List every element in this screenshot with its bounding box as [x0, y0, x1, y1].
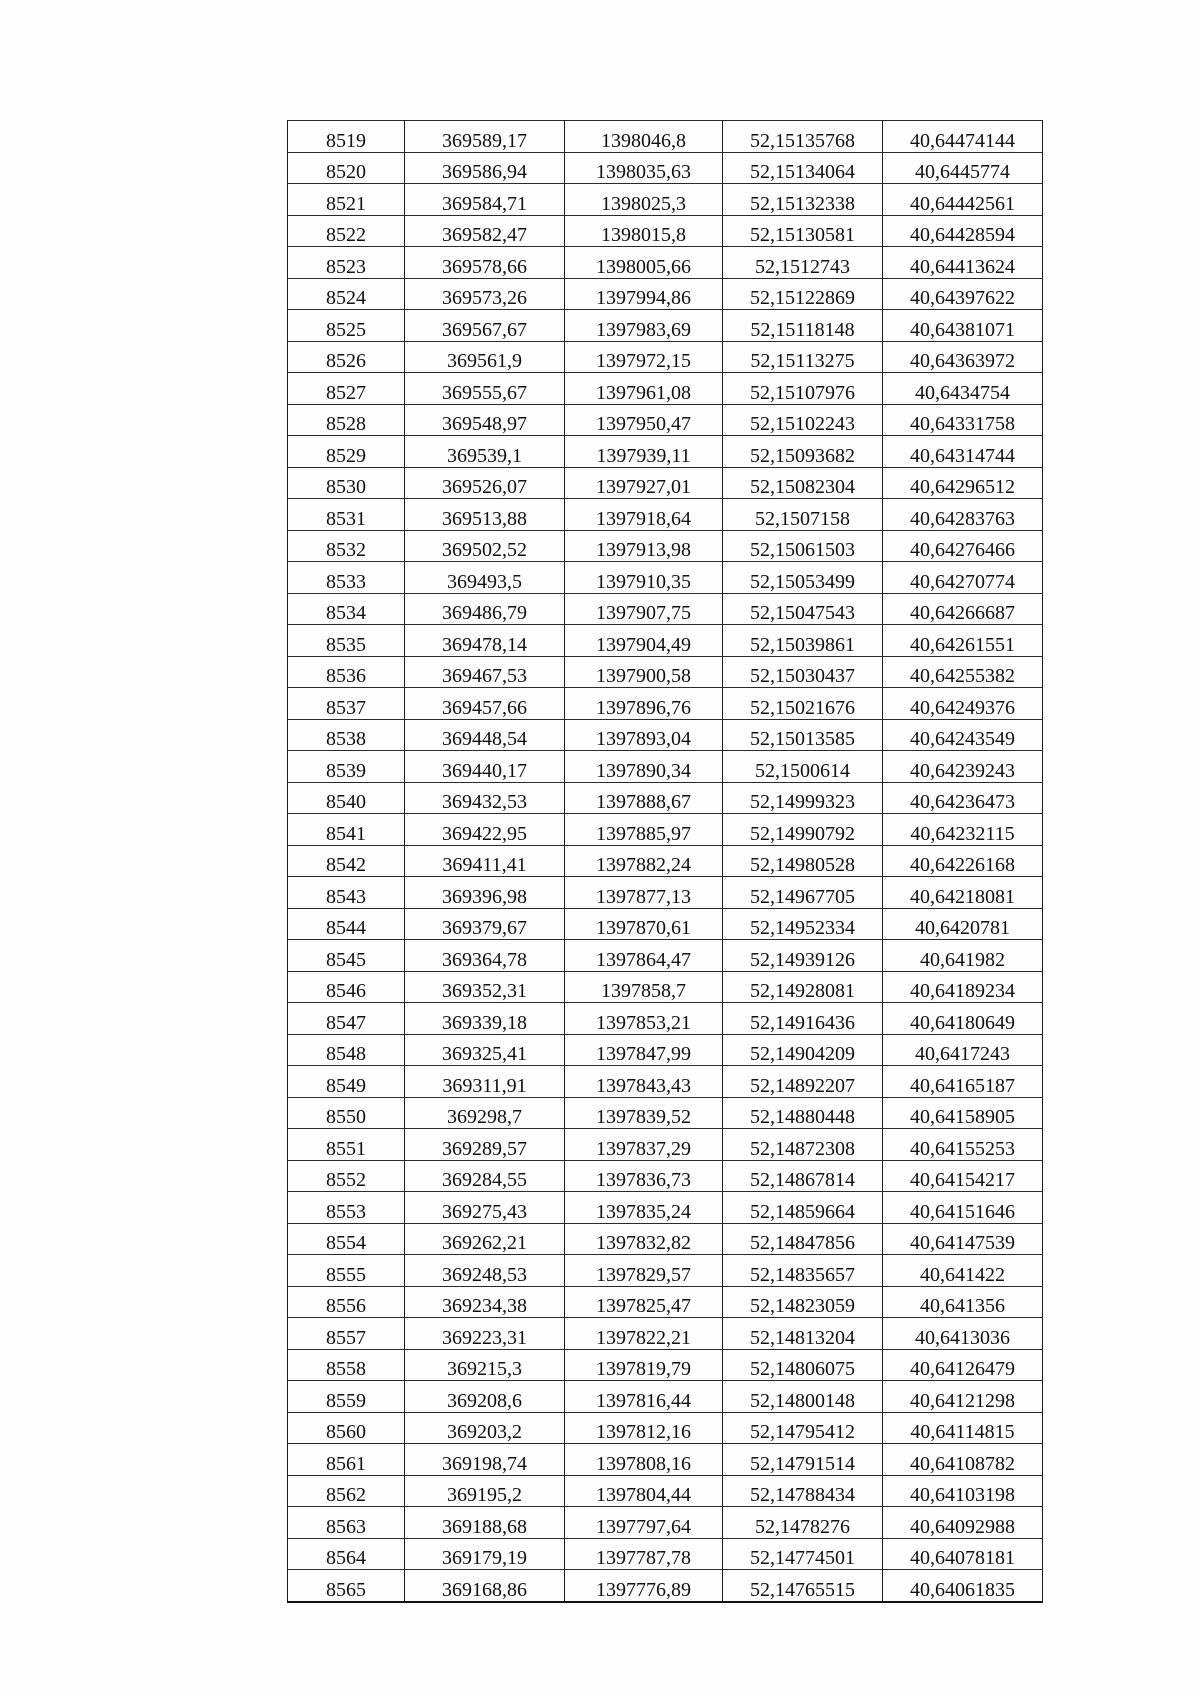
longitude-cell: 40,64121298	[883, 1381, 1043, 1413]
longitude-cell: 40,6417243	[883, 1034, 1043, 1066]
table-row	[288, 184, 1043, 216]
y-coordinate-cell: 1397864,47	[565, 940, 723, 972]
table-row	[288, 1412, 1043, 1444]
x-coordinate-cell: 369586,94	[405, 152, 565, 184]
latitude-cell: 52,1507158	[723, 499, 883, 531]
point-number-cell: 8544	[288, 908, 405, 940]
table-row	[288, 1223, 1043, 1255]
longitude-cell: 40,64331758	[883, 404, 1043, 436]
longitude-cell: 40,641356	[883, 1286, 1043, 1318]
point-number-cell: 8548	[288, 1034, 405, 1066]
latitude-cell: 52,14774501	[723, 1538, 883, 1570]
table-row	[288, 373, 1043, 405]
x-coordinate-cell: 369582,47	[405, 215, 565, 247]
table-row	[288, 1475, 1043, 1507]
latitude-cell: 52,15061503	[723, 530, 883, 562]
x-coordinate-cell: 369567,67	[405, 310, 565, 342]
x-coordinate-cell: 369364,78	[405, 940, 565, 972]
x-coordinate-cell: 369284,55	[405, 1160, 565, 1192]
y-coordinate-cell: 1397913,98	[565, 530, 723, 562]
latitude-cell: 52,14892207	[723, 1066, 883, 1098]
longitude-cell: 40,64092988	[883, 1507, 1043, 1539]
longitude-cell: 40,64314744	[883, 436, 1043, 468]
latitude-cell: 52,14800148	[723, 1381, 883, 1413]
y-coordinate-cell: 1397853,21	[565, 1003, 723, 1035]
latitude-cell: 52,1512743	[723, 247, 883, 279]
y-coordinate-cell: 1397910,35	[565, 562, 723, 594]
x-coordinate-cell: 369578,66	[405, 247, 565, 279]
latitude-cell: 52,15039861	[723, 625, 883, 657]
x-coordinate-cell: 369198,74	[405, 1444, 565, 1476]
latitude-cell: 52,15021676	[723, 688, 883, 720]
x-coordinate-cell: 369325,41	[405, 1034, 565, 1066]
point-number-cell: 8565	[288, 1570, 405, 1602]
latitude-cell: 52,14880448	[723, 1097, 883, 1129]
table-row	[288, 940, 1043, 972]
y-coordinate-cell: 1397804,44	[565, 1475, 723, 1507]
table-row	[288, 751, 1043, 783]
point-number-cell: 8539	[288, 751, 405, 783]
y-coordinate-cell: 1398025,3	[565, 184, 723, 216]
y-coordinate-cell: 1397950,47	[565, 404, 723, 436]
point-number-cell: 8547	[288, 1003, 405, 1035]
table-row	[288, 341, 1043, 373]
latitude-cell: 52,14788434	[723, 1475, 883, 1507]
point-number-cell: 8564	[288, 1538, 405, 1570]
table-row	[288, 1255, 1043, 1287]
x-coordinate-cell: 369478,14	[405, 625, 565, 657]
y-coordinate-cell: 1397927,01	[565, 467, 723, 499]
y-coordinate-cell: 1397816,44	[565, 1381, 723, 1413]
y-coordinate-cell: 1397835,24	[565, 1192, 723, 1224]
point-number-cell: 8521	[288, 184, 405, 216]
y-coordinate-cell: 1397822,21	[565, 1318, 723, 1350]
y-coordinate-cell: 1397870,61	[565, 908, 723, 940]
table-row	[288, 1192, 1043, 1224]
table-row	[288, 215, 1043, 247]
point-number-cell: 8550	[288, 1097, 405, 1129]
y-coordinate-cell: 1397972,15	[565, 341, 723, 373]
point-number-cell: 8557	[288, 1318, 405, 1350]
latitude-cell: 52,14952334	[723, 908, 883, 940]
longitude-cell: 40,64232115	[883, 814, 1043, 846]
y-coordinate-cell: 1397776,89	[565, 1570, 723, 1602]
table-row	[288, 121, 1043, 153]
table-row	[288, 1003, 1043, 1035]
point-number-cell: 8525	[288, 310, 405, 342]
longitude-cell: 40,64442561	[883, 184, 1043, 216]
latitude-cell: 52,14813204	[723, 1318, 883, 1350]
point-number-cell: 8543	[288, 877, 405, 909]
table-row	[288, 1349, 1043, 1381]
longitude-cell: 40,6445774	[883, 152, 1043, 184]
point-number-cell: 8523	[288, 247, 405, 279]
point-number-cell: 8545	[288, 940, 405, 972]
latitude-cell: 52,15135768	[723, 121, 883, 153]
point-number-cell: 8538	[288, 719, 405, 751]
x-coordinate-cell: 369573,26	[405, 278, 565, 310]
x-coordinate-cell: 369432,53	[405, 782, 565, 814]
y-coordinate-cell: 1397904,49	[565, 625, 723, 657]
point-number-cell: 8541	[288, 814, 405, 846]
x-coordinate-cell: 369539,1	[405, 436, 565, 468]
y-coordinate-cell: 1397885,97	[565, 814, 723, 846]
longitude-cell: 40,64189234	[883, 971, 1043, 1003]
point-number-cell: 8554	[288, 1223, 405, 1255]
longitude-cell: 40,64126479	[883, 1349, 1043, 1381]
x-coordinate-cell: 369223,31	[405, 1318, 565, 1350]
point-number-cell: 8534	[288, 593, 405, 625]
y-coordinate-cell: 1397836,73	[565, 1160, 723, 1192]
longitude-cell: 40,64114815	[883, 1412, 1043, 1444]
x-coordinate-cell: 369584,71	[405, 184, 565, 216]
table-row	[288, 1570, 1043, 1602]
latitude-cell: 52,14980528	[723, 845, 883, 877]
x-coordinate-cell: 369289,57	[405, 1129, 565, 1161]
table-row	[288, 1538, 1043, 1570]
point-number-cell: 8553	[288, 1192, 405, 1224]
x-coordinate-cell: 369457,66	[405, 688, 565, 720]
latitude-cell: 52,14904209	[723, 1034, 883, 1066]
table-row	[288, 1444, 1043, 1476]
x-coordinate-cell: 369275,43	[405, 1192, 565, 1224]
point-number-cell: 8556	[288, 1286, 405, 1318]
longitude-cell: 40,64363972	[883, 341, 1043, 373]
y-coordinate-cell: 1397893,04	[565, 719, 723, 751]
point-number-cell: 8558	[288, 1349, 405, 1381]
x-coordinate-cell: 369448,54	[405, 719, 565, 751]
latitude-cell: 52,14823059	[723, 1286, 883, 1318]
y-coordinate-cell: 1397812,16	[565, 1412, 723, 1444]
point-number-cell: 8532	[288, 530, 405, 562]
latitude-cell: 52,15107976	[723, 373, 883, 405]
x-coordinate-cell: 369208,6	[405, 1381, 565, 1413]
latitude-cell: 52,14867814	[723, 1160, 883, 1192]
table-row	[288, 1286, 1043, 1318]
point-number-cell: 8522	[288, 215, 405, 247]
x-coordinate-cell: 369311,91	[405, 1066, 565, 1098]
point-number-cell: 8560	[288, 1412, 405, 1444]
y-coordinate-cell: 1397819,79	[565, 1349, 723, 1381]
latitude-cell: 52,14765515	[723, 1570, 883, 1602]
longitude-cell: 40,64270774	[883, 562, 1043, 594]
latitude-cell: 52,15013585	[723, 719, 883, 751]
point-number-cell: 8559	[288, 1381, 405, 1413]
latitude-cell: 52,15113275	[723, 341, 883, 373]
point-number-cell: 8536	[288, 656, 405, 688]
x-coordinate-cell: 369339,18	[405, 1003, 565, 1035]
y-coordinate-cell: 1397829,57	[565, 1255, 723, 1287]
point-number-cell: 8563	[288, 1507, 405, 1539]
table-row	[288, 1129, 1043, 1161]
longitude-cell: 40,6434754	[883, 373, 1043, 405]
x-coordinate-cell: 369352,31	[405, 971, 565, 1003]
longitude-cell: 40,64103198	[883, 1475, 1043, 1507]
y-coordinate-cell: 1397961,08	[565, 373, 723, 405]
y-coordinate-cell: 1397837,29	[565, 1129, 723, 1161]
y-coordinate-cell: 1397888,67	[565, 782, 723, 814]
point-number-cell: 8519	[288, 121, 405, 153]
x-coordinate-cell: 369188,68	[405, 1507, 565, 1539]
x-coordinate-cell: 369168,86	[405, 1570, 565, 1602]
table-row	[288, 719, 1043, 751]
table-row	[288, 1381, 1043, 1413]
table-row	[288, 656, 1043, 688]
longitude-cell: 40,64165187	[883, 1066, 1043, 1098]
longitude-cell: 40,64236473	[883, 782, 1043, 814]
longitude-cell: 40,64474144	[883, 121, 1043, 153]
point-number-cell: 8555	[288, 1255, 405, 1287]
y-coordinate-cell: 1397825,47	[565, 1286, 723, 1318]
latitude-cell: 52,15122869	[723, 278, 883, 310]
longitude-cell: 40,64239243	[883, 751, 1043, 783]
x-coordinate-cell: 369493,5	[405, 562, 565, 594]
point-number-cell: 8561	[288, 1444, 405, 1476]
latitude-cell: 52,1500614	[723, 751, 883, 783]
y-coordinate-cell: 1397907,75	[565, 593, 723, 625]
longitude-cell: 40,6413036	[883, 1318, 1043, 1350]
point-number-cell: 8533	[288, 562, 405, 594]
longitude-cell: 40,64283763	[883, 499, 1043, 531]
table-row	[288, 877, 1043, 909]
latitude-cell: 52,14939126	[723, 940, 883, 972]
y-coordinate-cell: 1397900,58	[565, 656, 723, 688]
latitude-cell: 52,15053499	[723, 562, 883, 594]
longitude-cell: 40,64158905	[883, 1097, 1043, 1129]
latitude-cell: 52,14847856	[723, 1223, 883, 1255]
longitude-cell: 40,64276466	[883, 530, 1043, 562]
latitude-cell: 52,14872308	[723, 1129, 883, 1161]
latitude-cell: 52,15030437	[723, 656, 883, 688]
y-coordinate-cell: 1397994,86	[565, 278, 723, 310]
point-number-cell: 8530	[288, 467, 405, 499]
longitude-cell: 40,64296512	[883, 467, 1043, 499]
latitude-cell: 52,15118148	[723, 310, 883, 342]
x-coordinate-cell: 369262,21	[405, 1223, 565, 1255]
x-coordinate-cell: 369502,52	[405, 530, 565, 562]
latitude-cell: 52,14990792	[723, 814, 883, 846]
longitude-cell: 40,64428594	[883, 215, 1043, 247]
point-number-cell: 8528	[288, 404, 405, 436]
x-coordinate-cell: 369195,2	[405, 1475, 565, 1507]
x-coordinate-cell: 369298,7	[405, 1097, 565, 1129]
table-row	[288, 971, 1043, 1003]
x-coordinate-cell: 369513,88	[405, 499, 565, 531]
table-row	[288, 499, 1043, 531]
y-coordinate-cell: 1397787,78	[565, 1538, 723, 1570]
table-row	[288, 1066, 1043, 1098]
y-coordinate-cell: 1397843,43	[565, 1066, 723, 1098]
table-row	[288, 436, 1043, 468]
longitude-cell: 40,64261551	[883, 625, 1043, 657]
table-row	[288, 845, 1043, 877]
latitude-cell: 52,15093682	[723, 436, 883, 468]
x-coordinate-cell: 369486,79	[405, 593, 565, 625]
latitude-cell: 52,14859664	[723, 1192, 883, 1224]
x-coordinate-cell: 369234,38	[405, 1286, 565, 1318]
point-number-cell: 8524	[288, 278, 405, 310]
table-row	[288, 1034, 1043, 1066]
x-coordinate-cell: 369179,19	[405, 1538, 565, 1570]
latitude-cell: 52,14795412	[723, 1412, 883, 1444]
x-coordinate-cell: 369215,3	[405, 1349, 565, 1381]
point-number-cell: 8527	[288, 373, 405, 405]
x-coordinate-cell: 369555,67	[405, 373, 565, 405]
table-row	[288, 530, 1043, 562]
longitude-cell: 40,64243549	[883, 719, 1043, 751]
latitude-cell: 52,14806075	[723, 1349, 883, 1381]
x-coordinate-cell: 369396,98	[405, 877, 565, 909]
point-number-cell: 8551	[288, 1129, 405, 1161]
longitude-cell: 40,641982	[883, 940, 1043, 972]
table-row	[288, 814, 1043, 846]
y-coordinate-cell: 1397808,16	[565, 1444, 723, 1476]
latitude-cell: 52,15047543	[723, 593, 883, 625]
table-row	[288, 1318, 1043, 1350]
y-coordinate-cell: 1397882,24	[565, 845, 723, 877]
longitude-cell: 40,64226168	[883, 845, 1043, 877]
longitude-cell: 40,64061835	[883, 1570, 1043, 1602]
x-coordinate-cell: 369248,53	[405, 1255, 565, 1287]
point-number-cell: 8531	[288, 499, 405, 531]
x-coordinate-cell: 369203,2	[405, 1412, 565, 1444]
x-coordinate-cell: 369440,17	[405, 751, 565, 783]
y-coordinate-cell: 1397877,13	[565, 877, 723, 909]
x-coordinate-cell: 369422,95	[405, 814, 565, 846]
longitude-cell: 40,64078181	[883, 1538, 1043, 1570]
table-row	[288, 782, 1043, 814]
longitude-cell: 40,64249376	[883, 688, 1043, 720]
latitude-cell: 52,14967705	[723, 877, 883, 909]
latitude-cell: 52,15102243	[723, 404, 883, 436]
longitude-cell: 40,64147539	[883, 1223, 1043, 1255]
coordinates-table	[287, 120, 1043, 1603]
table-row	[288, 593, 1043, 625]
coordinates-table-body	[288, 121, 1043, 1602]
y-coordinate-cell: 1397797,64	[565, 1507, 723, 1539]
longitude-cell: 40,64255382	[883, 656, 1043, 688]
y-coordinate-cell: 1398015,8	[565, 215, 723, 247]
latitude-cell: 52,1478276	[723, 1507, 883, 1539]
table-row	[288, 625, 1043, 657]
table-row	[288, 1160, 1043, 1192]
longitude-cell: 40,64180649	[883, 1003, 1043, 1035]
y-coordinate-cell: 1397858,7	[565, 971, 723, 1003]
y-coordinate-cell: 1397847,99	[565, 1034, 723, 1066]
longitude-cell: 40,64151646	[883, 1192, 1043, 1224]
point-number-cell: 8552	[288, 1160, 405, 1192]
longitude-cell: 40,64381071	[883, 310, 1043, 342]
table-row	[288, 908, 1043, 940]
table-row	[288, 310, 1043, 342]
y-coordinate-cell: 1398046,8	[565, 121, 723, 153]
table-row	[288, 688, 1043, 720]
longitude-cell: 40,6420781	[883, 908, 1043, 940]
y-coordinate-cell: 1397896,76	[565, 688, 723, 720]
y-coordinate-cell: 1397918,64	[565, 499, 723, 531]
table-row	[288, 152, 1043, 184]
y-coordinate-cell: 1397832,82	[565, 1223, 723, 1255]
point-number-cell: 8535	[288, 625, 405, 657]
longitude-cell: 40,64413624	[883, 247, 1043, 279]
longitude-cell: 40,64397622	[883, 278, 1043, 310]
longitude-cell: 40,64154217	[883, 1160, 1043, 1192]
x-coordinate-cell: 369411,41	[405, 845, 565, 877]
longitude-cell: 40,64218081	[883, 877, 1043, 909]
longitude-cell: 40,64108782	[883, 1444, 1043, 1476]
x-coordinate-cell: 369526,07	[405, 467, 565, 499]
longitude-cell: 40,64266687	[883, 593, 1043, 625]
point-number-cell: 8542	[288, 845, 405, 877]
table-row	[288, 1507, 1043, 1539]
y-coordinate-cell: 1397983,69	[565, 310, 723, 342]
point-number-cell: 8520	[288, 152, 405, 184]
latitude-cell: 52,15132338	[723, 184, 883, 216]
x-coordinate-cell: 369548,97	[405, 404, 565, 436]
table-row	[288, 247, 1043, 279]
latitude-cell: 52,14791514	[723, 1444, 883, 1476]
latitude-cell: 52,14999323	[723, 782, 883, 814]
x-coordinate-cell: 369589,17	[405, 121, 565, 153]
point-number-cell: 8537	[288, 688, 405, 720]
latitude-cell: 52,15134064	[723, 152, 883, 184]
x-coordinate-cell: 369561,9	[405, 341, 565, 373]
table-row	[288, 404, 1043, 436]
latitude-cell: 52,15130581	[723, 215, 883, 247]
point-number-cell: 8562	[288, 1475, 405, 1507]
latitude-cell: 52,15082304	[723, 467, 883, 499]
y-coordinate-cell: 1397890,34	[565, 751, 723, 783]
table-row	[288, 278, 1043, 310]
table-row	[288, 562, 1043, 594]
x-coordinate-cell: 369467,53	[405, 656, 565, 688]
point-number-cell: 8540	[288, 782, 405, 814]
table-row	[288, 467, 1043, 499]
x-coordinate-cell: 369379,67	[405, 908, 565, 940]
point-number-cell: 8549	[288, 1066, 405, 1098]
latitude-cell: 52,14835657	[723, 1255, 883, 1287]
y-coordinate-cell: 1397939,11	[565, 436, 723, 468]
longitude-cell: 40,64155253	[883, 1129, 1043, 1161]
table-row	[288, 1097, 1043, 1129]
longitude-cell: 40,641422	[883, 1255, 1043, 1287]
latitude-cell: 52,14928081	[723, 971, 883, 1003]
y-coordinate-cell: 1398005,66	[565, 247, 723, 279]
point-number-cell: 8526	[288, 341, 405, 373]
latitude-cell: 52,14916436	[723, 1003, 883, 1035]
point-number-cell: 8529	[288, 436, 405, 468]
point-number-cell: 8546	[288, 971, 405, 1003]
y-coordinate-cell: 1397839,52	[565, 1097, 723, 1129]
y-coordinate-cell: 1398035,63	[565, 152, 723, 184]
